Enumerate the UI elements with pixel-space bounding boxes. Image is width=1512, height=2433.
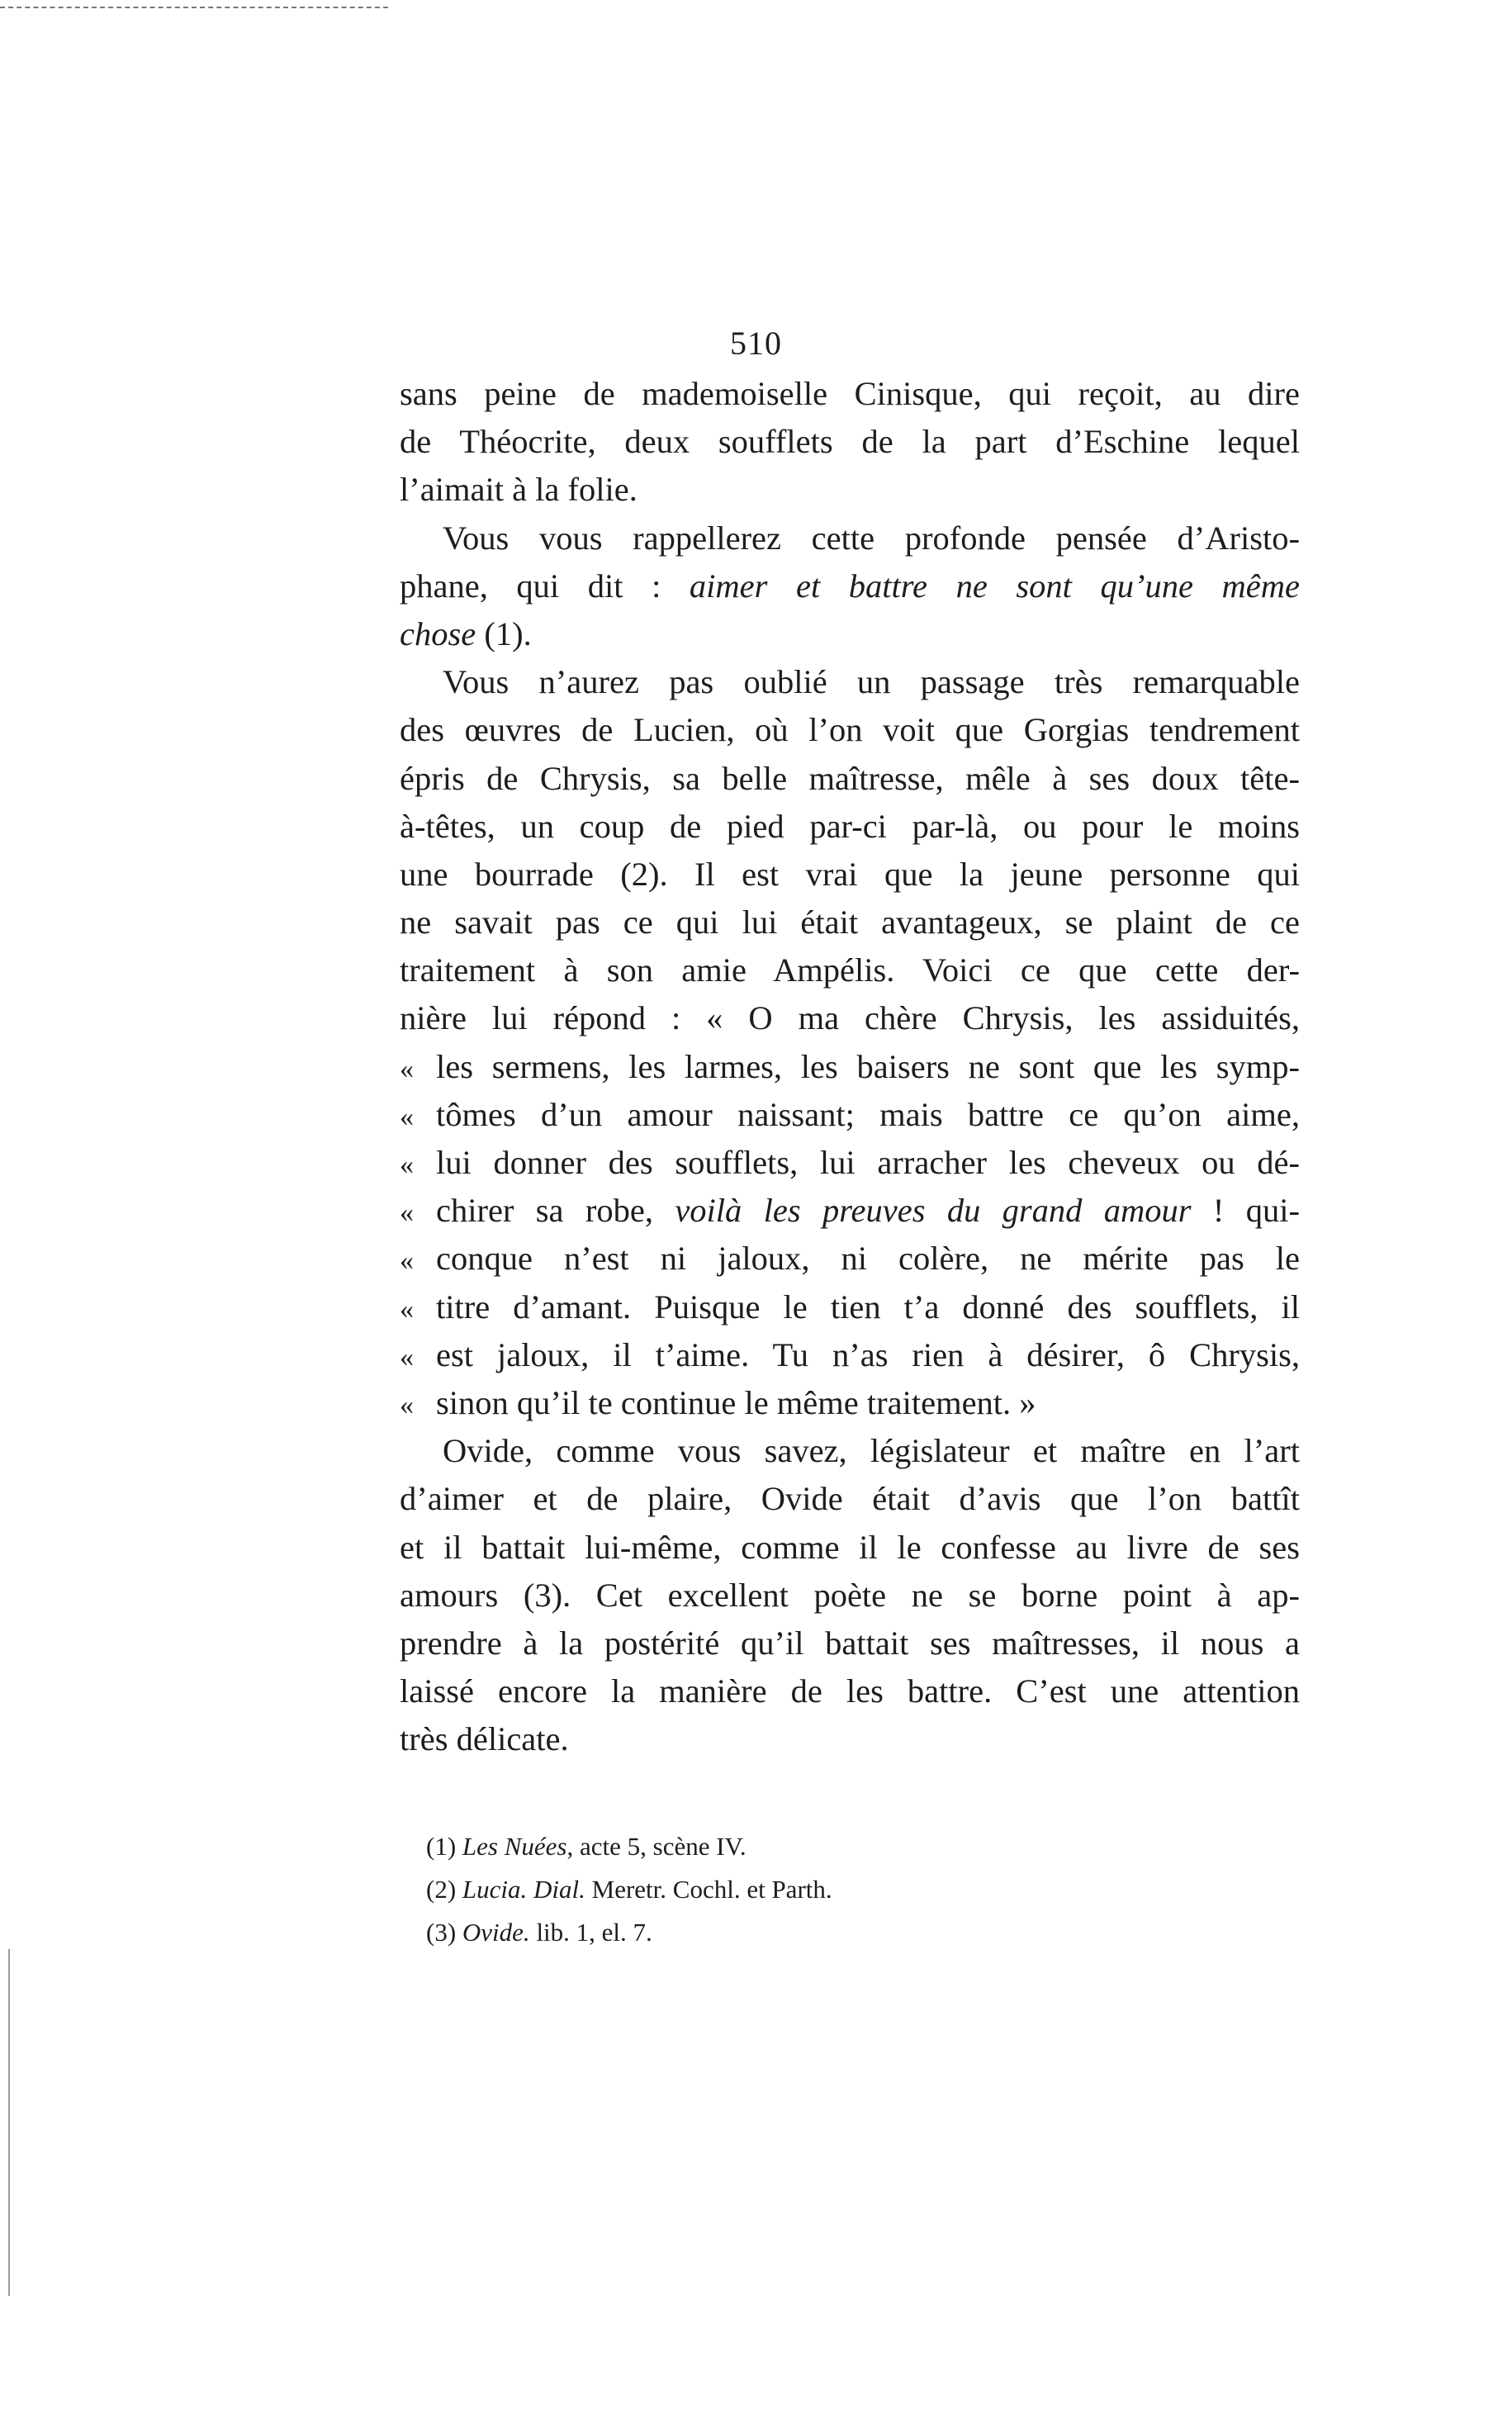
footnote [426,1911,1087,1954]
quote-mark: « [400,1293,414,1325]
scan-edge-mark [0,7,388,8]
line-text: des œuvres de Lucien, où l’on voit que Gorgias tendrement [400,711,1300,749]
line-text: titre d’amant. Puisque le tien t’a donné des soufflets, il [436,1288,1300,1326]
line-text: Vous n’aurez pas oublié un passage très remarquable [443,663,1300,701]
line-text: amours (3). Cet excellent poète ne se borne point à ap- [400,1576,1300,1614]
page-number: 510 [730,325,782,362]
italic-phrase: aimer et battre ne sont qu’une même [689,567,1300,605]
line-text: conque n’est ni jaloux, ni colère, ne mérite pas le [436,1240,1300,1278]
text-line [400,1667,1300,1715]
text-line [400,1524,1300,1572]
text-line [400,1139,1300,1187]
footnote-source: Les Nuées [462,1832,567,1861]
text-line [400,1331,1300,1379]
line-text: épris de Chrysis, sa belle maîtresse, mêle à ses doux tête- [400,759,1300,797]
footnote [426,1868,1087,1911]
text-line [400,1572,1300,1620]
line-text: d’aimer et de plaire, Ovide était d’avis que l’on battît [400,1480,1300,1518]
line-text: ! qui- [1191,1192,1300,1230]
line-text: est jaloux, il t’aime. Tu n’as rien à désirer, ô Chrysis, [436,1335,1300,1373]
line-text: ne savait pas ce qui lui était avantageux, se plaint de ce [400,903,1300,941]
footnote-source: Lucia. Dial. [462,1875,585,1904]
quote-mark: « [400,1341,414,1373]
footnotes [426,1825,1087,1954]
line-text: l’aimait à la folie. [400,471,638,509]
footnote-reference: , acte 5, scène IV. [566,1832,747,1861]
footnote [426,1825,1087,1868]
text-line [400,755,1300,803]
line-text: très délicate. [400,1720,569,1758]
line-text: prendre à la postérité qu’il battait ses maîtresses, il nous a [400,1624,1300,1662]
italic-phrase: voilà les preuves du grand amour [675,1192,1192,1230]
footnote-number: (3) [426,1918,462,1947]
text-line [400,1379,1300,1427]
text-line [400,418,1300,466]
text-line [400,1043,1300,1091]
footnote-number: (1) [426,1832,462,1861]
text-line [400,946,1300,994]
line-text: laissé encore la manière de les battre. C’est une attention [400,1672,1300,1710]
quote-mark: « [400,1150,414,1180]
text-line [400,562,1300,610]
text-line [400,706,1300,754]
quote-mark: « [400,1245,414,1277]
italic-phrase: chose [400,614,476,652]
line-text: phane, qui dit : [400,567,690,605]
quote-mark: « [400,1198,414,1229]
quote-mark: « [400,1053,414,1084]
text-line [400,1620,1300,1667]
margin-scan-mark [8,1949,10,2296]
line-text: (1). [476,614,532,652]
line-text: Ovide, comme vous savez, législateur et maître en l’art [443,1432,1300,1470]
quote-mark: « [400,1389,414,1420]
text-line [400,610,1300,658]
line-text: Vous vous rappellerez cette profonde pensée d’Aristo- [443,519,1300,557]
text-line [400,851,1300,899]
line-text: lui donner des soufflets, lui arracher les cheveux ou dé- [436,1144,1300,1181]
body-text [400,370,1300,1763]
text-line [400,803,1300,851]
line-text: sinon qu’il te continue le même traitement. » [436,1383,1036,1421]
line-text: de Théocrite, deux soufflets de la part d’Eschine lequel [400,423,1300,461]
text-line [400,1091,1300,1139]
quote-mark: « [400,1101,414,1132]
text-line [400,515,1300,562]
text-line [400,1475,1300,1523]
text-line [400,1283,1300,1331]
line-text: tômes d’un amour naissant; mais battre ce qu’on aime, [436,1095,1300,1133]
text-line [400,658,1300,706]
text-line [400,370,1300,418]
text-line [400,1715,1300,1763]
text-line [400,1427,1300,1475]
line-text: une bourrade (2). Il est vrai que la jeune personne qui [400,855,1300,893]
line-text: traitement à son amie Ampélis. Voici ce que cette der- [400,951,1300,989]
line-text: les sermens, les larmes, les baisers ne sont que les symp- [436,1047,1300,1085]
footnote-reference: lib. 1, el. 7. [529,1918,652,1947]
footnote-reference: Meretr. Cochl. et Parth. [585,1875,832,1904]
text-line [400,466,1300,514]
line-text: à-têtes, un coup de pied par-ci par-là, ou pour le moins [400,807,1300,845]
footnote-source: Ovide. [462,1918,530,1947]
text-line [400,899,1300,946]
text-line [400,1235,1300,1283]
line-text: chirer sa robe, [436,1192,675,1230]
line-text: et il battait lui-même, comme il le confesse au livre de ses [400,1528,1300,1566]
line-text: nière lui répond : « O ma chère Chrysis, les assiduités, [400,999,1300,1037]
line-text: sans peine de mademoiselle Cinisque, qui reçoit, au dire [400,375,1300,412]
footnote-number: (2) [426,1875,462,1904]
text-line [400,1187,1300,1235]
text-line [400,994,1300,1042]
